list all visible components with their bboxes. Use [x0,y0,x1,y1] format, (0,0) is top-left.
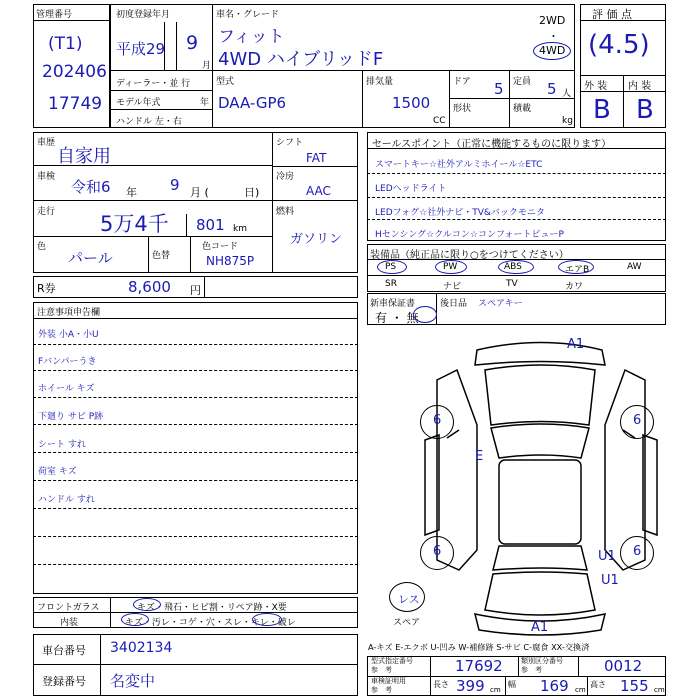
class-value: 0012 [604,657,643,675]
type-label: 型式 [216,77,235,87]
class-label: 類別区分番号 参 考 [521,657,563,674]
handle-label: ハンドル 左・右 [116,117,182,127]
model-year-label: モデル年式 [116,98,161,108]
int-glass-text: キズ・汚レ・コゲ・穴・スレ・キレ・破レ [125,618,296,628]
front-glass-text: キズ・飛石・ヒビ割・リペア跡・X要 [137,603,287,613]
shift-label: シフト [276,138,304,148]
r-value: 8,600 [128,278,171,296]
mgmt-label: 管理番号 [36,10,73,20]
drive-4wd: 4WD [539,44,566,57]
sales-line-3: LEDフォグ☆社外ナビ・TV&バックモニタ [375,208,545,218]
color-change-label: 色替 [152,251,171,261]
int-glass-label: 内装 [60,618,79,628]
note-1: 外装 小A・小U [38,330,99,340]
mark-6-rl: 6 [433,544,442,559]
inspect-label: 車検 [37,172,56,182]
int-value: B [636,95,654,125]
shape-label: 形状 [453,104,472,114]
equip-ps: PS [385,262,397,272]
ps-circle [377,260,407,274]
mileage-label: 走行 [37,207,56,217]
car-label: 車名・グレード [216,10,280,20]
mark-6-fl: 6 [433,413,442,428]
color-value: パール [68,249,113,267]
mark-6-fr: 6 [633,413,642,428]
cool-label: 冷房 [276,172,295,182]
equip-navi: ナビ [443,282,462,292]
drive-dot: ・ [548,30,559,43]
reg-num-value: 名変中 [110,672,156,690]
reg-month: 9 [186,32,199,54]
mgmt-num2: 17749 [48,94,103,114]
hist-label: 車歴 [37,138,56,148]
load-unit: kg [562,116,573,126]
mark-u1-right: U1 [598,549,616,564]
score-value: (4.5) [588,30,650,60]
chassis-label: 車台番号 [42,644,86,657]
warranty-value: 有 ・ 無 [375,311,419,325]
mileage-extra: 801 [196,216,225,234]
drive-2wd: 2WD [539,14,566,27]
cap-value: 5 [547,80,557,98]
height-value: 155 [620,677,649,695]
score-label: 評 価 点 [592,8,632,21]
color-code-label: 色コード [202,242,239,252]
front-glass-circle [133,598,161,611]
cc-label: 排気量 [366,77,394,87]
legend: A-キズ E-エクボ U-凹み W-補修跡 S-サビ C-腐食 XX-交換済 [368,642,590,652]
mgmt-num1: 202406 [42,62,107,82]
len-label: 長さ [433,680,449,689]
note-6: 荷室 キズ [38,467,77,477]
color-code: NH875P [206,254,255,268]
mark-e: E [475,449,484,464]
equip-abs: ABS [504,262,522,272]
reg-month-unit: 月 [202,61,212,71]
len-unit: cm [490,686,501,694]
height-unit: cm [654,686,665,694]
sales-title: セールスポイント（正常に機能するものに限ります） [372,139,612,150]
inspect-month-unit: 月 ( [190,186,209,199]
reg-era: 平成29 [116,40,166,58]
shift-value: FAT [306,151,327,165]
type-num-label: 型式指定番号 参 考 [371,657,413,674]
load-label: 積載 [513,104,532,114]
airbag-circle [558,260,594,274]
door-label: ドア [453,77,471,87]
tire-rl-circle [420,536,454,570]
height-label: 高さ [590,680,606,689]
int-sure-circle [252,613,282,626]
ext-value: B [593,95,611,125]
equip-pw: PW [443,262,458,272]
ext-label: 外 装 [584,81,608,92]
cap-unit: 人 [562,89,572,99]
inspect-year-unit: 年 [126,186,137,199]
tire-fl-circle [420,405,454,439]
spare-text: スペア [393,618,421,628]
warranty-circle [413,306,437,323]
equip-airbag: エアB [565,265,590,275]
width-label: 幅 [508,680,516,689]
r-label: R券 [37,282,56,295]
color-label: 色 [37,242,47,252]
equip-tv: TV [506,279,518,289]
equip-aw: AW [627,262,642,272]
note-3: ホイール キズ [38,384,95,394]
width-unit: cm [575,686,586,694]
width-value: 169 [540,677,569,695]
note-5: シート すれ [38,440,86,450]
mark-a1-front: A1 [567,337,585,352]
door-value: 5 [494,80,504,98]
model-year-unit: 年 [200,98,210,108]
abs-circle [498,260,534,274]
int-kizu-circle [121,613,149,626]
note-7: ハンドル すれ [38,495,95,505]
note-2: Fバンパーうき [38,357,97,367]
mark-u1-rear: U1 [601,573,619,588]
equip-leather: カワ [565,282,584,292]
cap-label: 定員 [513,77,532,87]
reg-num-label: 登録番号 [42,675,86,688]
drive-4wd-circle [533,42,571,60]
cc-unit: CC [433,116,446,126]
cool-value: AAC [306,184,331,198]
spare-label: レス [398,593,420,606]
int-label: 内 装 [628,81,652,92]
type-num-value: 17692 [455,657,503,675]
fuel-label: 燃料 [276,207,295,217]
tire-rr-circle [620,536,654,570]
reg-label: 初度登録年月 [116,10,171,20]
warranty-label: 新車保証書 [370,299,416,309]
front-glass-label: フロントガラス [37,603,100,613]
inspect-era: 令和6 [71,178,111,196]
chassis-value: 3402134 [110,640,173,656]
mark-6-rr: 6 [633,544,642,559]
sales-line-4: Hセンシング☆クルコン☆コンフォートビューP [375,230,564,240]
mgmt-code: (T1) [48,34,83,54]
notes-title: 注意事項申告欄 [37,308,101,318]
mark-a1-rear: A1 [531,620,549,635]
sales-line-1: スマートキー☆社外アルミホイール☆ETC [375,160,543,170]
sales-line-2: LEDヘッドライト [375,184,447,194]
hist-value: 自家用 [57,146,111,167]
car-name: フィット [218,27,285,47]
fuel-value: ガソリン [290,232,343,247]
inspect-day-unit: 日) [244,186,260,199]
equip-sr: SR [385,279,397,289]
dealer-label: ディーラー・並 行 [116,79,191,89]
car-grade: 4WD ハイブリッドF [218,49,384,70]
equip-title: 装備品（純正品に限り○をつけてください） [370,250,569,261]
type-value: DAA-GP6 [218,94,287,112]
storage-value: スペアキー [478,299,523,309]
mileage-value: 5万4千 [100,212,169,236]
pw-circle [435,260,467,274]
note-4: 下廻り サビ P跡 [38,412,104,422]
len-value: 399 [456,677,485,695]
inspect-month: 9 [170,176,180,194]
mileage-unit: km [233,224,247,234]
cert-label: 車検証明用 参 考 [371,677,406,694]
storage-label: 後日品 [440,299,468,309]
cc-value: 1500 [392,94,431,112]
tire-fr-circle [620,405,654,439]
r-unit: 円 [190,284,201,297]
